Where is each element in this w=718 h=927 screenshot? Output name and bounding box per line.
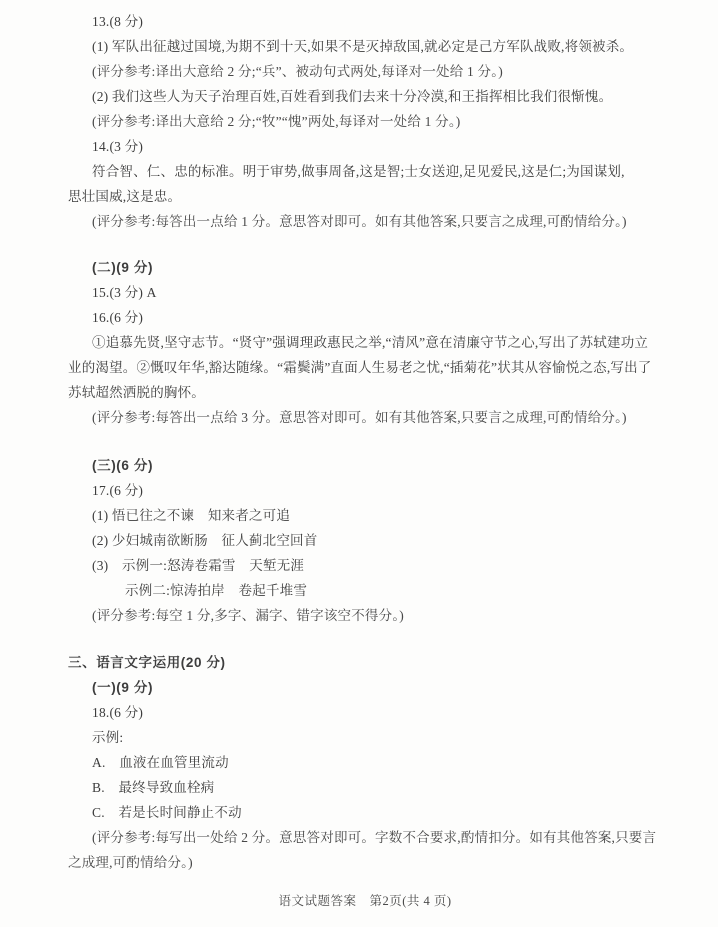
item-17-blank-2: (2) 少妇城南欲断肠 征人蓟北空回首 [92, 533, 318, 548]
item-15-answer: 15.(3 分) A [92, 285, 157, 300]
section-3-header: (三)(6 分) [92, 458, 154, 473]
item-14-answer-line-2: 思壮国威,这是忠。 [68, 189, 182, 204]
item-17-header: 17.(6 分) [92, 483, 144, 498]
item-17-score-note: (评分参考:每空 1 分,多字、漏字、错字该空不得分。) [92, 608, 404, 623]
item-16-score-note: (评分参考:每答出一点给 3 分。意思答对即可。如有其他答案,只要言之成理,可酌情给分。) [92, 410, 627, 425]
item-17-blank-3-example-1: (3) 示例一:怒涛卷霜雪 天堑无涯 [92, 558, 305, 573]
item-16-header: 16.(6 分) [92, 310, 144, 325]
item-14-answer-line-1: 符合智、仁、忠的标准。明于审势,做事周备,这是智;士女送迎,足见爱民,这是仁;为国谋划, [92, 164, 625, 179]
item-16-answer-line-3: 苏轼超然洒脱的胸怀。 [68, 385, 205, 400]
item-18-score-note-line-1: (评分参考:每写出一处给 2 分。意思答对即可。字数不合要求,酌情扣分。如有其他答案,只要言 [92, 830, 657, 845]
item-16-answer-line-2: 业的渴望。②慨叹年华,豁达随缘。“霜鬓满”直面人生易老之忧,“插菊花”状其从容愉悦之态,写出了 [68, 360, 652, 375]
item-18-option-b: B. 最终导致血栓病 [92, 780, 215, 795]
item-16-answer-line-1: ①追慕先贤,坚守志节。“贤守”强调理政惠民之举,“清风”意在清廉守节之心,写出了苏轼建功立 [92, 335, 649, 350]
section-2-header: (二)(9 分) [92, 260, 154, 275]
item-18-option-c: C. 若是长时间静止不动 [92, 805, 242, 820]
item-13-answer-1: (1) 军队出征越过国境,为期不到十天,如果不是灭掉敌国,就必定是己方军队战败,将领被杀。 [92, 39, 634, 54]
item-17-blank-3-example-2: 示例二:惊涛拍岸 卷起千堆雪 [125, 583, 308, 598]
item-18-example-label: 示例: [92, 730, 124, 745]
item-18-header: 18.(6 分) [92, 705, 144, 720]
item-17-blank-1: (1) 悟已往之不谏 知来者之可追 [92, 508, 291, 523]
item-18-option-a: A. 血液在血管里流动 [92, 755, 229, 770]
part-3-subsection-1-header: (一)(9 分) [92, 680, 154, 695]
item-14-score-note: (评分参考:每答出一点给 1 分。意思答对即可。如有其他答案,只要言之成理,可酌情给分。) [92, 214, 627, 229]
item-14-header: 14.(3 分) [92, 139, 144, 154]
item-18-score-note-line-2: 之成理,可酌情给分。) [68, 855, 193, 870]
page-footer: 语文试题答案 第2页(共 4 页) [278, 894, 452, 908]
item-13-score-note-1: (评分参考:译出大意给 2 分;“兵”、被动句式两处,每译对一处给 1 分。) [92, 64, 503, 79]
item-13-score-note-2: (评分参考:译出大意给 2 分;“牧”“愧”两处,每译对一处给 1 分。) [92, 114, 461, 129]
item-13-header: 13.(8 分) [92, 14, 144, 29]
item-13-answer-2: (2) 我们这些人为天子治理百姓,百姓看到我们去来十分冷漠,和王指挥相比我们很惭愧。 [92, 89, 613, 104]
part-3-title: 三、语言文字运用(20 分) [68, 655, 226, 670]
